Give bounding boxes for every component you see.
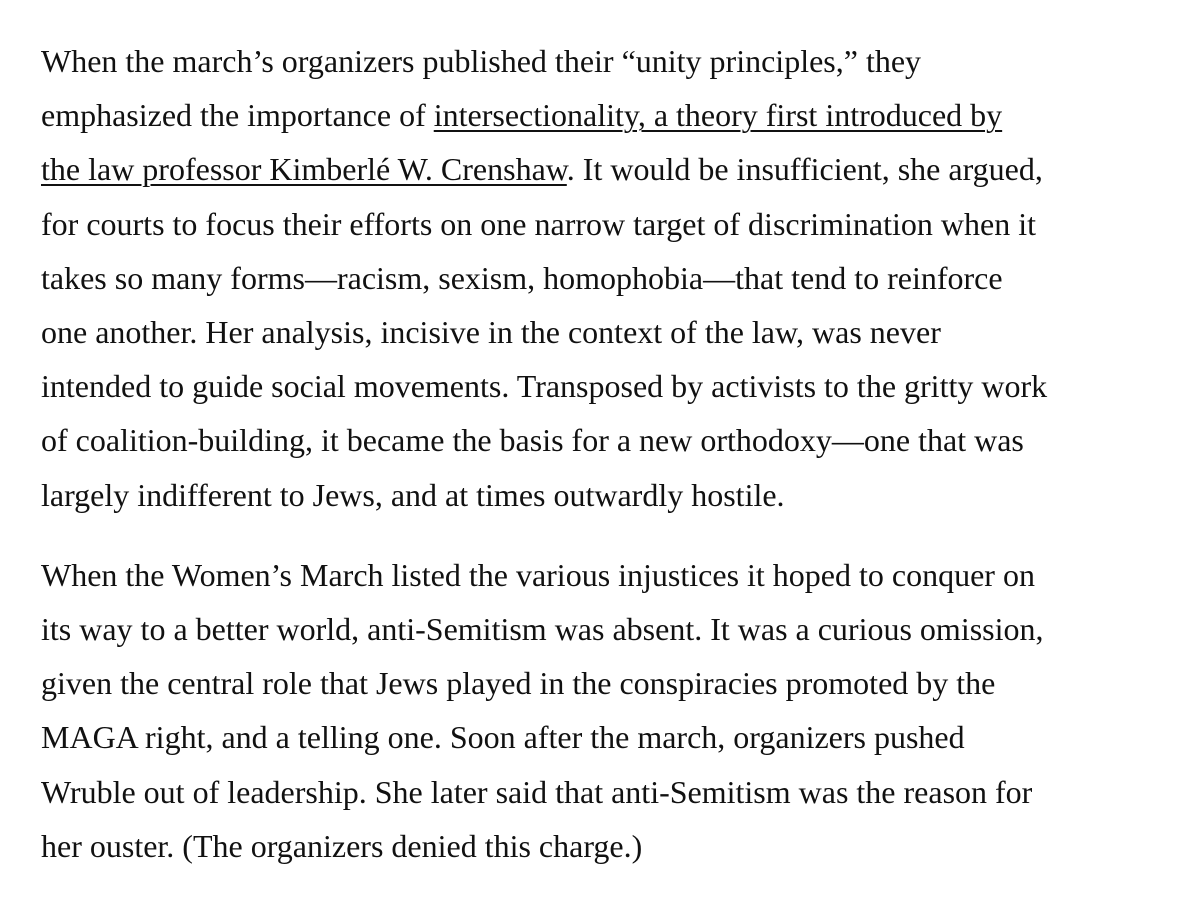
text-line — [41, 142, 1171, 196]
text-line: for courts to focus their efforts on one narrow target of discrimination when it — [41, 205, 1036, 242]
text-line: of coalition-building, it became the basis for a new orthodoxy—one that was — [41, 422, 1024, 459]
text-line: its way to a better world, anti-Semitism was absent. It was a curious omission, — [41, 611, 1044, 648]
article-body — [41, 34, 1171, 873]
text-line: one another. Her analysis, incisive in the context of the law, was never — [41, 314, 941, 351]
intersectionality-link-continued[interactable]: the law professor Kimberlé W. Crenshaw — [41, 151, 567, 188]
text-line: Wruble out of leadership. She later said that anti-Semitism was the reason for — [41, 773, 1033, 810]
text-segment: emphasized the importance of — [41, 97, 434, 134]
text-line: When the march’s organizers published their “unity principles,” they — [41, 43, 922, 79]
text-line: given the central role that Jews played in the conspiracies promoted by the — [41, 665, 996, 702]
text-segment: . It would be insufficient, she argued, — [566, 151, 1043, 188]
text-line: MAGA right, and a telling one. Soon after the march, organizers pushed — [41, 719, 965, 756]
text-line: her ouster. (The organizers denied this charge.) — [41, 827, 643, 864]
paragraph-womens-march — [41, 548, 1171, 873]
text-line: intended to guide social movements. Transposed by activists to the gritty work — [41, 368, 1048, 405]
paragraph-intersectionality — [41, 34, 1171, 522]
text-line: When the Women’s March listed the various injustices it hoped to conquer on — [41, 556, 1035, 593]
text-line: takes so many forms—racism, sexism, homophobia—that tend to reinforce — [41, 259, 1003, 296]
text-line — [41, 88, 1171, 142]
text-line: largely indifferent to Jews, and at times outwardly hostile. — [41, 476, 785, 513]
intersectionality-link[interactable]: intersectionality, a theory first introduced by — [433, 97, 1003, 134]
